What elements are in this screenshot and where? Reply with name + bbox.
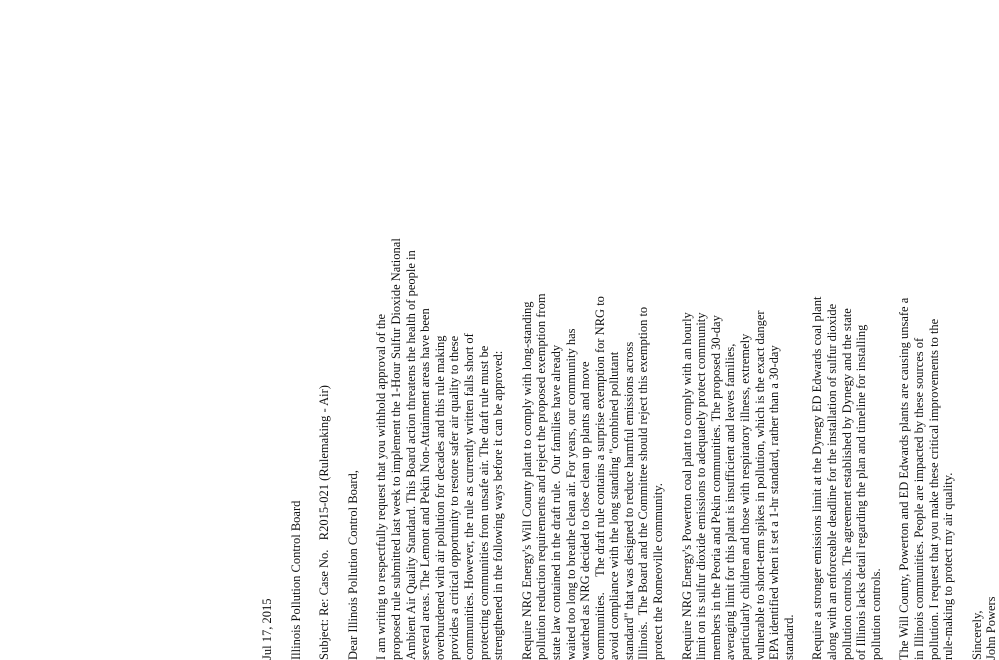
text-line: waited too long to breathe clean air. For years, our community has <box>563 328 578 660</box>
text-line: in Illinois communities. People are impacted by these sources of <box>911 337 926 660</box>
text-line: pollution controls. The agreement established by Dynegy and the state <box>839 308 854 660</box>
letter-signature: John Powers <box>984 596 999 660</box>
point-powerton <box>680 60 797 660</box>
text-line: proposed rule submitted last week to implement the 1-Hour Sulfur Dioxide National <box>388 238 403 660</box>
text-line: rule-making to protect my air quality. <box>941 472 956 660</box>
text-line: limit on its sulfur dioxide emissions to adequately protect community <box>694 312 709 660</box>
text-line: The Will County, Powerton and ED Edwards plants are causing unsafe a <box>897 297 912 660</box>
text-line: standard" that was designed to reduce harmful emissions across <box>621 341 636 660</box>
text-line: I am writing to respectfully request that you withhold approval of the <box>374 313 389 660</box>
text-line: EPA identified when it set a 1-hr standard, rather than a 30-day <box>767 345 782 660</box>
text-line: provides a critical opportunity to restore safer air quality to these <box>447 335 462 660</box>
text-line: Ambient Air Quality Standard. This Board action threatens the health of people in <box>403 250 418 660</box>
text-line: vulnerable to short-term spikes in pollution, which is the exact danger <box>752 310 767 660</box>
text-line: along with an enforceable deadline for the installation of sulfur dioxide <box>825 303 839 660</box>
text-line: protecting communities from unsafe air. The draft rule must be <box>476 345 491 660</box>
text-line: communities. The draft rule contains a surprise exemption for NRG to <box>592 296 607 660</box>
text-line: Require NRG Energy's Will County plant to comply with long-standing <box>519 301 534 660</box>
letter-recipient: Illinois Pollution Control Board <box>288 500 303 660</box>
letter-subject: Subject: Re: Case No. R2015-021 (Rulemaking - Air) <box>317 385 332 660</box>
text-line: members in the Peoria and Pekin communities. The proposed 30-day <box>708 315 723 660</box>
text-line: averaging limit for this plant is insufficient and leaves families, <box>723 343 738 660</box>
letter-body <box>260 60 999 660</box>
text-line: pollution controls. <box>868 568 883 660</box>
letter-salutation: Dear Illinois Pollution Control Board, <box>345 470 360 660</box>
text-line: Require NRG Energy's Powerton coal plant to comply with an hourly <box>679 312 694 660</box>
text-line: watched as NRG decided to close clean up plants and move <box>578 361 593 660</box>
text-line: overburdened with air pollution for decades and this rule making <box>432 335 447 660</box>
intro-paragraph <box>374 60 505 660</box>
text-line: Illinois. The Board and the Committee should reject this exemption to <box>636 306 651 660</box>
text-line: avoid compliance with the long standing "combined pollutant <box>607 351 622 660</box>
text-line: strengthened in the following ways before it can be approved: <box>491 350 506 660</box>
text-line: several areas. The Lemont and Pekin Non-Attainment areas have been <box>418 308 433 660</box>
point-will-county <box>520 60 666 660</box>
closing-paragraph <box>897 60 955 660</box>
text-line: Require a stronger emissions limit at the Dynegy ED Edwards coal plant <box>810 296 825 660</box>
text-line: standard. <box>781 614 796 660</box>
text-line: communities. However, the rule as currently written falls short of <box>461 333 476 660</box>
letter-date: Jul 17, 2015 <box>260 598 274 660</box>
point-ed-edwards <box>810 60 883 660</box>
text-line: of Illinois lacks detail regarding the plan and timeline for installing <box>854 324 869 660</box>
text-line: protect the Romeoville community. <box>651 483 666 660</box>
letter-signoff: Sincerely, <box>969 610 984 660</box>
text-line: state law contained in the draft rule. Our families have already <box>548 344 563 660</box>
text-line: particularly children and those with respiratory illness, extremely <box>738 333 753 660</box>
text-line: pollution. I request that you make these critical improvements to the <box>926 318 941 660</box>
text-line: pollution reduction requirements and reject the proposed exemption from <box>534 293 549 660</box>
